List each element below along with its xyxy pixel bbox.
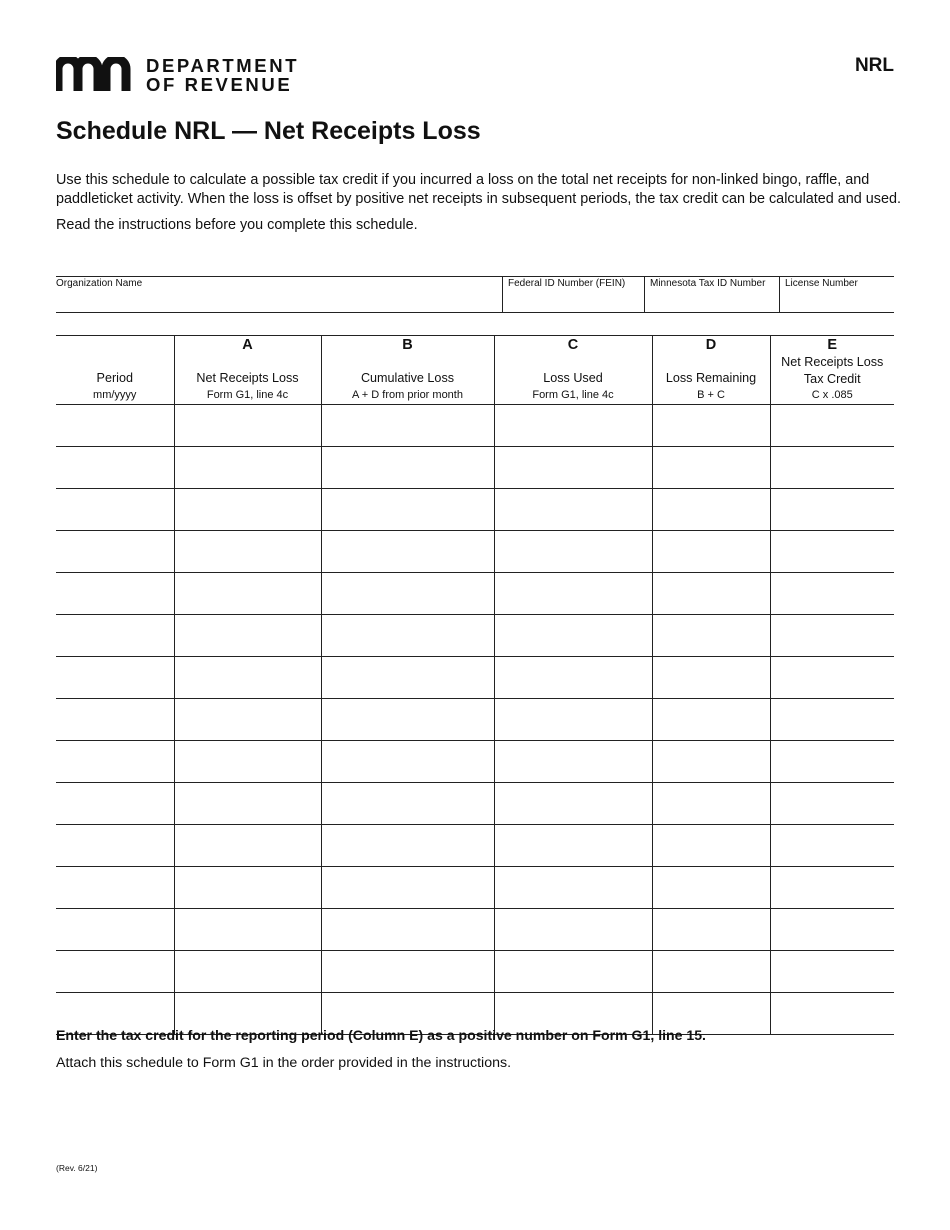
loss-remaining-cell[interactable] xyxy=(652,825,770,867)
net-receipts-loss-cell[interactable] xyxy=(174,657,321,699)
loss-used-cell[interactable] xyxy=(494,489,652,531)
period-cell[interactable] xyxy=(56,489,174,531)
column-header-d xyxy=(652,336,770,405)
net-receipts-loss-cell[interactable] xyxy=(174,951,321,993)
period-cell[interactable] xyxy=(56,531,174,573)
loss-remaining-cell[interactable] xyxy=(652,489,770,531)
loss-remaining-cell[interactable] xyxy=(652,531,770,573)
loss-used-cell[interactable] xyxy=(494,657,652,699)
period-cell[interactable] xyxy=(56,699,174,741)
tax-credit-cell[interactable] xyxy=(770,825,894,867)
column-subtitle: mm/yyyy xyxy=(93,389,137,401)
license-number-field[interactable] xyxy=(779,277,894,312)
cumulative-loss-cell[interactable] xyxy=(321,741,494,783)
loss-used-cell[interactable] xyxy=(494,447,652,489)
form-code: NRL xyxy=(854,55,894,76)
loss-remaining-cell[interactable] xyxy=(652,909,770,951)
column-name: Period xyxy=(96,371,133,385)
loss-remaining-cell[interactable] xyxy=(652,447,770,489)
department-line-1: DEPARTMENT xyxy=(146,55,300,76)
period-cell[interactable] xyxy=(56,657,174,699)
table-row xyxy=(56,489,894,531)
cumulative-loss-cell[interactable] xyxy=(321,825,494,867)
table-row xyxy=(56,909,894,951)
tax-credit-cell[interactable] xyxy=(770,489,894,531)
column-subtitle: C x .085 xyxy=(811,389,853,401)
loss-used-cell[interactable] xyxy=(494,573,652,615)
net-receipts-loss-cell[interactable] xyxy=(174,825,321,867)
tax-credit-cell[interactable] xyxy=(770,447,894,489)
table-row xyxy=(56,531,894,573)
period-cell[interactable] xyxy=(56,825,174,867)
column-name: Loss Remaining xyxy=(665,371,757,385)
loss-used-cell[interactable] xyxy=(494,825,652,867)
tax-credit-cell[interactable] xyxy=(770,615,894,657)
loss-remaining-cell[interactable] xyxy=(652,699,770,741)
net-receipts-loss-cell[interactable] xyxy=(174,783,321,825)
table-row xyxy=(56,699,894,741)
fein-field[interactable] xyxy=(502,277,644,312)
table-row xyxy=(56,573,894,615)
column-header-period xyxy=(56,336,174,405)
cumulative-loss-cell[interactable] xyxy=(321,783,494,825)
column-name: Net Receipts Loss Tax Credit xyxy=(781,355,884,386)
organization-name-label: Organization Name xyxy=(56,278,143,289)
loss-remaining-cell[interactable] xyxy=(652,573,770,615)
table-row xyxy=(56,405,894,447)
period-cell[interactable] xyxy=(56,615,174,657)
loss-used-cell[interactable] xyxy=(494,405,652,447)
cumulative-loss-cell[interactable] xyxy=(321,615,494,657)
table-body xyxy=(56,405,894,1035)
cumulative-loss-cell[interactable] xyxy=(321,699,494,741)
tax-credit-cell[interactable] xyxy=(770,867,894,909)
loss-remaining-cell[interactable] xyxy=(652,615,770,657)
cumulative-loss-cell[interactable] xyxy=(321,951,494,993)
intro-paragraph: Use this schedule to calculate a possible tax credit if you incurred a loss on the total net receipts for non-linked bingo, raffle, and paddleticket activity. When the loss is offset by positive net receipts in subsequent periods, the tax credit can be calculated and used. xyxy=(56,172,901,207)
loss-remaining-cell[interactable] xyxy=(652,867,770,909)
department-line-2: OF REVENUE xyxy=(146,74,293,95)
cumulative-loss-cell[interactable] xyxy=(321,531,494,573)
tax-credit-cell[interactable] xyxy=(770,909,894,951)
tax-credit-cell[interactable] xyxy=(770,783,894,825)
loss-remaining-cell[interactable] xyxy=(652,405,770,447)
table-row xyxy=(56,783,894,825)
net-receipts-loss-cell[interactable] xyxy=(174,741,321,783)
fein-label: Federal ID Number (FEIN) xyxy=(508,278,626,289)
period-cell[interactable] xyxy=(56,909,174,951)
tax-credit-cell[interactable] xyxy=(770,993,894,1035)
loss-remaining-cell[interactable] xyxy=(652,741,770,783)
net-receipts-loss-cell[interactable] xyxy=(174,489,321,531)
table-row xyxy=(56,825,894,867)
table-row xyxy=(56,741,894,783)
table-header-row xyxy=(56,336,894,405)
table-row xyxy=(56,657,894,699)
table-row xyxy=(56,951,894,993)
attach-instruction: Attach this schedule to Form G1 in the order provided in the instructions. xyxy=(56,1055,512,1071)
column-letter: E xyxy=(827,337,838,353)
identification-row xyxy=(56,276,894,313)
table-row xyxy=(56,867,894,909)
mn-tax-id-label: Minnesota Tax ID Number xyxy=(650,278,766,289)
column-header-e xyxy=(770,336,894,405)
column-subtitle: Form G1, line 4c xyxy=(206,389,289,401)
period-cell[interactable] xyxy=(56,447,174,489)
column-letter: D xyxy=(705,337,717,353)
loss-used-cell[interactable] xyxy=(494,783,652,825)
loss-used-cell[interactable] xyxy=(494,699,652,741)
period-cell[interactable] xyxy=(56,951,174,993)
period-cell[interactable] xyxy=(56,741,174,783)
license-number-label: License Number xyxy=(785,278,858,289)
table-row xyxy=(56,447,894,489)
net-receipts-loss-cell[interactable] xyxy=(174,867,321,909)
period-cell[interactable] xyxy=(56,573,174,615)
column-name: Net Receipts Loss xyxy=(196,371,299,385)
cumulative-loss-cell[interactable] xyxy=(321,909,494,951)
cumulative-loss-cell[interactable] xyxy=(321,405,494,447)
column-letter: C xyxy=(567,337,579,353)
net-receipts-loss-cell[interactable] xyxy=(174,447,321,489)
period-cell[interactable] xyxy=(56,783,174,825)
tax-credit-cell[interactable] xyxy=(770,531,894,573)
read-instructions-note: Read the instructions before you complete this schedule. xyxy=(56,217,418,233)
period-cell[interactable] xyxy=(56,405,174,447)
cumulative-loss-cell[interactable] xyxy=(321,489,494,531)
column-header-a xyxy=(174,336,321,405)
cumulative-loss-cell[interactable] xyxy=(321,657,494,699)
column-header-b xyxy=(321,336,494,405)
page-title: Schedule NRL — Net Receipts Loss xyxy=(56,117,481,145)
tax-credit-cell[interactable] xyxy=(770,405,894,447)
column-header-c xyxy=(494,336,652,405)
column-letter: A xyxy=(242,337,253,353)
tax-credit-cell[interactable] xyxy=(770,699,894,741)
table-row xyxy=(56,615,894,657)
department-name xyxy=(146,56,299,94)
loss-remaining-cell[interactable] xyxy=(652,951,770,993)
organization-name-field[interactable] xyxy=(56,277,502,312)
net-receipts-loss-cell[interactable] xyxy=(174,615,321,657)
loss-used-cell[interactable] xyxy=(494,615,652,657)
loss-remaining-cell[interactable] xyxy=(652,657,770,699)
cumulative-loss-cell[interactable] xyxy=(321,573,494,615)
period-cell[interactable] xyxy=(56,867,174,909)
column-name: Loss Used xyxy=(543,371,603,385)
column-subtitle: Form G1, line 4c xyxy=(532,389,614,401)
column-subtitle: A + D from prior month xyxy=(352,389,463,401)
loss-remaining-cell[interactable] xyxy=(652,783,770,825)
loss-used-cell[interactable] xyxy=(494,951,652,993)
form-g1-line-15-instruction: Enter the tax credit for the reporting period (Column E) as a positive number on Form G1, line 15. xyxy=(56,1027,706,1043)
net-receipts-loss-cell[interactable] xyxy=(174,405,321,447)
cumulative-loss-cell[interactable] xyxy=(321,867,494,909)
net-receipts-loss-table xyxy=(56,335,894,1035)
net-receipts-loss-cell[interactable] xyxy=(174,573,321,615)
net-receipts-loss-cell[interactable] xyxy=(174,699,321,741)
net-receipts-loss-cell[interactable] xyxy=(174,909,321,951)
cumulative-loss-cell[interactable] xyxy=(321,447,494,489)
tax-credit-cell[interactable] xyxy=(770,573,894,615)
column-name: Cumulative Loss xyxy=(360,371,455,385)
department-logo xyxy=(56,56,299,94)
tax-credit-cell[interactable] xyxy=(770,741,894,783)
tax-credit-cell[interactable] xyxy=(770,657,894,699)
loss-used-cell[interactable] xyxy=(494,909,652,951)
loss-used-cell[interactable] xyxy=(494,741,652,783)
revision-date: (Rev. 6/21) xyxy=(56,1163,98,1173)
net-receipts-loss-cell[interactable] xyxy=(174,531,321,573)
mn-logo-icon xyxy=(56,57,136,93)
column-letter: B xyxy=(402,337,413,353)
mn-tax-id-field[interactable] xyxy=(644,277,779,312)
column-subtitle: B + C xyxy=(697,389,725,401)
loss-used-cell[interactable] xyxy=(494,531,652,573)
tax-credit-cell[interactable] xyxy=(770,951,894,993)
loss-used-cell[interactable] xyxy=(494,867,652,909)
